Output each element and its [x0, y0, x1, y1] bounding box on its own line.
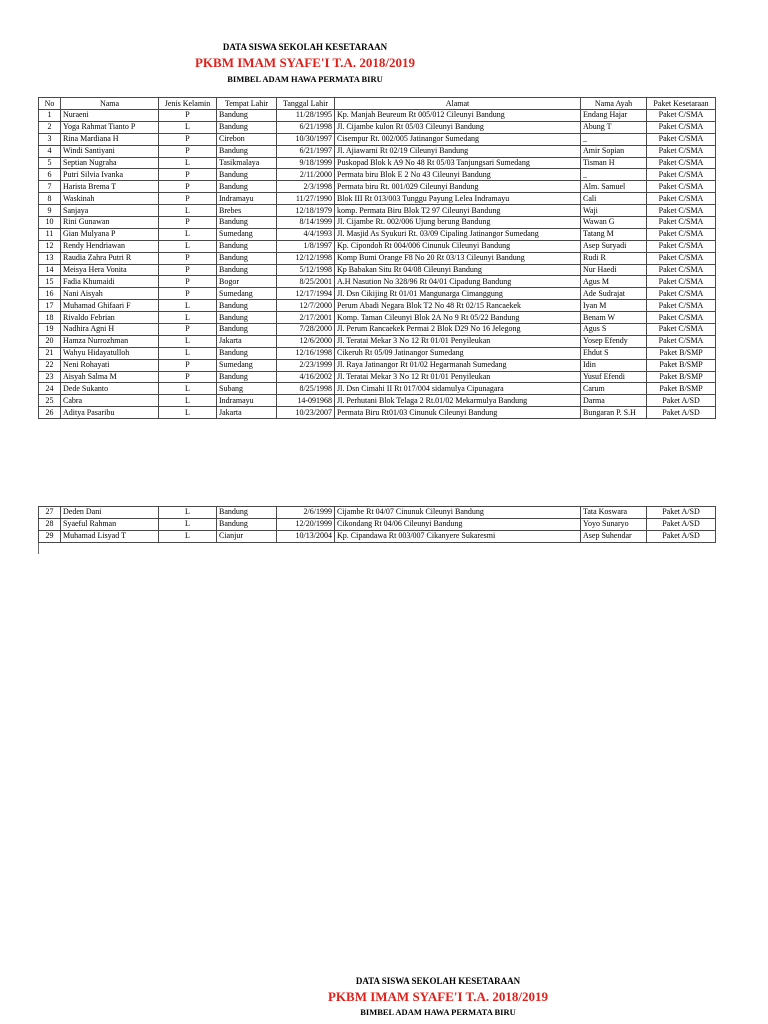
cell-ayah: Asep Suryadi — [581, 240, 647, 252]
cell-paket: Paket C/SMA — [647, 181, 716, 193]
cell-nama: Rini Gunawan — [61, 217, 159, 229]
cell-nama: Hamza Nurrozhman — [61, 335, 159, 347]
cell-paket: Paket B/SMP — [647, 371, 716, 383]
cell-jk: L — [159, 157, 217, 169]
cell-tanggal: 4/4/1993 — [277, 228, 335, 240]
cell-jk: L — [159, 335, 217, 347]
table-row — [39, 359, 716, 371]
cell-alamat: komp. Permata Biru Blok T2 97 Cileunyi Bandung — [335, 205, 581, 217]
cell-tempat: Bandung — [217, 507, 277, 519]
cell-jk: P — [159, 264, 217, 276]
cell-no: 25 — [39, 395, 61, 407]
cell-tanggal: 10/13/2004 — [277, 530, 335, 542]
cell-tempat: Indramayu — [217, 395, 277, 407]
cell-tempat: Bandung — [217, 312, 277, 324]
table-row — [39, 276, 716, 288]
cell-alamat: Jl. Teratai Mekar 3 No 12 Rt 01/01 Penyileukan — [335, 335, 581, 347]
cell-jk: P — [159, 371, 217, 383]
cell-nama: Windi Santiyani — [61, 145, 159, 157]
header-nama-ayah: Nama Ayah — [581, 98, 647, 110]
cell-jk: L — [159, 518, 217, 530]
cell-ayah: Cali — [581, 193, 647, 205]
cell-no: 5 — [39, 157, 61, 169]
cell-ayah: Alm. Samuel — [581, 181, 647, 193]
cell-nama: Aditya Pasaribu — [61, 407, 159, 419]
cell-no: 2 — [39, 121, 61, 133]
cell-alamat: Jl. Ajiawarni Rt 02/19 Cileunyi Bandung — [335, 145, 581, 157]
cell-ayah: Tatang M — [581, 228, 647, 240]
cell-ayah: Asep Suhendar — [581, 530, 647, 542]
cell-nama: Rendy Hendriawan — [61, 240, 159, 252]
cell-alamat: Permata biru Blok E 2 No 43 Cileunyi Bandung — [335, 169, 581, 181]
cell-alamat: Blok III Rt 013/003 Tunggu Payung Lelea Indramayu — [335, 193, 581, 205]
cell-ayah: Iyan M — [581, 300, 647, 312]
table-row — [39, 371, 716, 383]
page-title: DATA SISWA SEKOLAH KESETARAAN — [222, 42, 388, 52]
cell-no: 17 — [39, 300, 61, 312]
cell-paket: Paket C/SMA — [647, 193, 716, 205]
cell-alamat: Jl. Raya Jatinangor Rt 01/02 Hegarmanah Sumedang — [335, 359, 581, 371]
cell-no: 16 — [39, 288, 61, 300]
cell-jk: L — [159, 228, 217, 240]
table-row — [39, 240, 716, 252]
cell-nama: Fadia Khumaidi — [61, 276, 159, 288]
header-no: No — [39, 98, 61, 110]
table-row — [39, 228, 716, 240]
next-page-institution-title: PKBM IMAM SYAFE'I T.A. 2018/2019 — [327, 989, 549, 1004]
cell-tempat: Bandung — [217, 181, 277, 193]
cell-jk: P — [159, 252, 217, 264]
cell-jk: P — [159, 133, 217, 145]
next-page-subtitle: BIMBEL ADAM HAWA PERMATA BIRU — [360, 1007, 516, 1017]
table-header-row — [39, 98, 716, 110]
cell-tanggal: 2/11/2000 — [277, 169, 335, 181]
cell-tanggal: 9/18/1999 — [277, 157, 335, 169]
cell-ayah: Yusuf Efendi — [581, 371, 647, 383]
cell-no: 3 — [39, 133, 61, 145]
cell-tempat: Bandung — [217, 145, 277, 157]
cell-paket: Paket C/SMA — [647, 110, 716, 122]
cell-no: 27 — [39, 507, 61, 519]
cell-paket: Paket C/SMA — [647, 324, 716, 336]
cell-no: 14 — [39, 264, 61, 276]
table-row — [39, 347, 716, 359]
cell-tanggal: 11/28/1995 — [277, 110, 335, 122]
table-row — [39, 300, 716, 312]
cell-nama: Harista Brema T — [61, 181, 159, 193]
header-jenis-kelamin: Jenis Kelamin — [159, 98, 217, 110]
cell-paket: Paket C/SMA — [647, 276, 716, 288]
cell-ayah: Abung T — [581, 121, 647, 133]
cell-paket: Paket C/SMA — [647, 133, 716, 145]
cell-nama: Wahyu Hidayatulloh — [61, 347, 159, 359]
cell-ayah: Waji — [581, 205, 647, 217]
cell-tanggal: 6/21/1997 — [277, 145, 335, 157]
cell-alamat: Kp Babakan Situ Rt 04/08 Cileunyi Bandung — [335, 264, 581, 276]
cell-paket: Paket C/SMA — [647, 205, 716, 217]
page-subtitle: BIMBEL ADAM HAWA PERMATA BIRU — [227, 74, 383, 84]
cell-paket: Paket B/SMP — [647, 347, 716, 359]
cell-nama: Yoga Rahmat Tianto P — [61, 121, 159, 133]
cell-jk: P — [159, 110, 217, 122]
cell-ayah: Idin — [581, 359, 647, 371]
cell-tempat: Bandung — [217, 121, 277, 133]
cell-paket: Paket B/SMP — [647, 383, 716, 395]
cell-tempat: Jakarta — [217, 335, 277, 347]
cell-tempat: Bandung — [217, 252, 277, 264]
cell-no: 29 — [39, 530, 61, 542]
cell-nama: Gian Mulyana P — [61, 228, 159, 240]
cell-paket: Paket A/SD — [647, 407, 716, 419]
cell-no: 24 — [39, 383, 61, 395]
cell-paket: Paket C/SMA — [647, 264, 716, 276]
cell-tanggal: 10/30/1997 — [277, 133, 335, 145]
cell-nama: Cabra — [61, 395, 159, 407]
cell-ayah: Yoyo Sunaryo — [581, 518, 647, 530]
cell-jk: L — [159, 530, 217, 542]
cell-alamat: Komp. Taman Cileunyi Blok 2A No 9 Rt 05/22 Bandung — [335, 312, 581, 324]
cell-no: 1 — [39, 110, 61, 122]
cell-tempat: Bandung — [217, 518, 277, 530]
cell-jk: L — [159, 507, 217, 519]
cell-tanggal: 2/3/1998 — [277, 181, 335, 193]
cell-alamat: Jl. Cijambe kulon Rt 05/03 Cileunyi Bandung — [335, 121, 581, 133]
cell-paket: Paket C/SMA — [647, 169, 716, 181]
header-alamat: Alamat — [335, 98, 581, 110]
cell-alamat: Permata Biru Rt01/03 Cinunuk Cileunyi Bandung — [335, 407, 581, 419]
cell-alamat: Jl. Teratai Mekar 3 No 12 Rt 01/01 Penyileukan — [335, 371, 581, 383]
cell-alamat: Cijambe Rt 04/07 Cinunuk Cileunyi Bandung — [335, 507, 581, 519]
cell-no: 15 — [39, 276, 61, 288]
cell-no: 10 — [39, 217, 61, 229]
student-table-continued-body — [39, 507, 716, 543]
cell-jk: L — [159, 395, 217, 407]
student-table-body — [39, 98, 716, 419]
cell-jk: L — [159, 205, 217, 217]
cell-ayah: _ — [581, 169, 647, 181]
table-row — [39, 193, 716, 205]
cell-ayah: Nur Haedi — [581, 264, 647, 276]
cell-nama: Nuraeni — [61, 110, 159, 122]
cell-no: 13 — [39, 252, 61, 264]
cell-ayah: Ehdut S — [581, 347, 647, 359]
table-row — [39, 507, 716, 519]
cell-tanggal: 7/28/2000 — [277, 324, 335, 336]
header-tanggal-lahir: Tanggal Lahir — [277, 98, 335, 110]
cell-tempat: Sumedang — [217, 288, 277, 300]
cell-nama: Nani Aisyah — [61, 288, 159, 300]
cell-tempat: Sumedang — [217, 228, 277, 240]
table-row — [39, 395, 716, 407]
cell-jk: P — [159, 181, 217, 193]
cell-paket: Paket C/SMA — [647, 217, 716, 229]
cell-paket: Paket A/SD — [647, 518, 716, 530]
cell-paket: Paket C/SMA — [647, 300, 716, 312]
cell-nama: Aisyah Salma M — [61, 371, 159, 383]
table-row — [39, 110, 716, 122]
cell-tempat: Bandung — [217, 110, 277, 122]
cell-nama: Sanjaya — [61, 205, 159, 217]
cell-tanggal: 5/12/1998 — [277, 264, 335, 276]
cell-tanggal: 12/17/1994 — [277, 288, 335, 300]
cell-nama: Neni Rohayati — [61, 359, 159, 371]
cell-tempat: Cirebon — [217, 133, 277, 145]
cell-paket: Paket C/SMA — [647, 312, 716, 324]
cell-jk: P — [159, 169, 217, 181]
cell-nama: Deden Dani — [61, 507, 159, 519]
header-paket-kesetaraan: Paket Kesetaraan — [647, 98, 716, 110]
cell-tempat: Brebes — [217, 205, 277, 217]
table-row — [39, 530, 716, 542]
cell-ayah: Yosep Efendy — [581, 335, 647, 347]
cell-tempat: Bandung — [217, 371, 277, 383]
cell-alamat: Cikeruh Rt 05/09 Jatinangor Sumedang — [335, 347, 581, 359]
cell-nama: Muhamad Lisyad T — [61, 530, 159, 542]
cell-paket: Paket C/SMA — [647, 157, 716, 169]
cell-tanggal: 14-091968 — [277, 395, 335, 407]
cell-tanggal: 2/6/1999 — [277, 507, 335, 519]
cell-jk: L — [159, 300, 217, 312]
cell-paket: Paket C/SMA — [647, 145, 716, 157]
cell-no: 21 — [39, 347, 61, 359]
cell-nama: Meisya Hera Vonita — [61, 264, 159, 276]
table-row — [39, 518, 716, 530]
cell-tanggal: 8/25/2001 — [277, 276, 335, 288]
cell-paket: Paket C/SMA — [647, 121, 716, 133]
cell-no: 18 — [39, 312, 61, 324]
cell-ayah: Tisman H — [581, 157, 647, 169]
cell-paket: Paket A/SD — [647, 507, 716, 519]
cell-tempat: Bandung — [217, 324, 277, 336]
cell-tempat: Indramayu — [217, 193, 277, 205]
table-row — [39, 217, 716, 229]
cell-ayah: Agus M — [581, 276, 647, 288]
cell-no: 6 — [39, 169, 61, 181]
cell-tanggal: 12/6/2000 — [277, 335, 335, 347]
cell-ayah: _ — [581, 133, 647, 145]
cell-tanggal: 12/12/1998 — [277, 252, 335, 264]
cell-ayah: Benam W — [581, 312, 647, 324]
cell-jk: P — [159, 217, 217, 229]
cell-alamat: A.H Nasution No 328/96 Rt 04/01 Cipadung Bandung — [335, 276, 581, 288]
cell-tempat: Bandung — [217, 264, 277, 276]
cell-no: 7 — [39, 181, 61, 193]
cell-alamat: Kp. Cipandawa Rt 003/007 Cikanyere Sukaresmi — [335, 530, 581, 542]
table-row — [39, 157, 716, 169]
cell-tanggal: 1/8/1997 — [277, 240, 335, 252]
cell-alamat: Kp. Cipondoh Rt 004/006 Cinunuk Cileunyi Bandung — [335, 240, 581, 252]
cell-alamat: Cisempur Rt. 002/005 Jatinangor Sumedang — [335, 133, 581, 145]
cell-no: 9 — [39, 205, 61, 217]
table-edge-line — [38, 543, 39, 554]
cell-nama: Raudia Zahra Putri R — [61, 252, 159, 264]
cell-ayah: Agus S — [581, 324, 647, 336]
cell-jk: L — [159, 407, 217, 419]
cell-nama: Muhamad Ghifaari F — [61, 300, 159, 312]
cell-alamat: Kp. Manjah Beureum Rt 005/012 Cileunyi Bandung — [335, 110, 581, 122]
cell-tempat: Bogor — [217, 276, 277, 288]
table-row — [39, 252, 716, 264]
cell-paket: Paket C/SMA — [647, 228, 716, 240]
cell-no: 11 — [39, 228, 61, 240]
header-nama: Nama — [61, 98, 159, 110]
student-table — [38, 97, 716, 419]
cell-tempat: Cianjur — [217, 530, 277, 542]
cell-alamat: Puskopad Blok k A9 No 48 Rt 05/03 Tanjungsari Sumedang — [335, 157, 581, 169]
cell-nama: Septian Nugraha — [61, 157, 159, 169]
cell-ayah: Carum — [581, 383, 647, 395]
cell-alamat: Jl. Dsn Cikijing Rt 01/01 Mangunarga Cimanggung — [335, 288, 581, 300]
table-row — [39, 264, 716, 276]
table-row — [39, 205, 716, 217]
cell-ayah: Wawan G — [581, 217, 647, 229]
cell-ayah: Darma — [581, 395, 647, 407]
table-row — [39, 335, 716, 347]
cell-ayah: Tata Koswara — [581, 507, 647, 519]
cell-tempat: Subang — [217, 383, 277, 395]
cell-tempat: Bandung — [217, 169, 277, 181]
cell-no: 28 — [39, 518, 61, 530]
cell-alamat: Jl. Perhutani Blok Telaga 2 Rt.01/02 Mekarmulya Bandung — [335, 395, 581, 407]
cell-jk: P — [159, 276, 217, 288]
cell-ayah: Amir Sopian — [581, 145, 647, 157]
cell-no: 22 — [39, 359, 61, 371]
cell-tempat: Bandung — [217, 347, 277, 359]
cell-alamat: Jl. Cijambe Rt. 002/006 Ujung berung Bandung — [335, 217, 581, 229]
cell-tanggal: 11/27/1990 — [277, 193, 335, 205]
cell-nama: Rina Mardiana H — [61, 133, 159, 145]
cell-tanggal: 2/23/1999 — [277, 359, 335, 371]
cell-no: 4 — [39, 145, 61, 157]
cell-alamat: Perum Abadi Negara Blok T2 No 48 Rt 02/15 Rancaekek — [335, 300, 581, 312]
cell-jk: P — [159, 359, 217, 371]
cell-jk: L — [159, 240, 217, 252]
cell-no: 8 — [39, 193, 61, 205]
cell-alamat: Permata biru Rt. 001/029 Cileunyi Bandung — [335, 181, 581, 193]
cell-ayah: Bungaran P. S.H — [581, 407, 647, 419]
cell-tanggal: 2/17/2001 — [277, 312, 335, 324]
cell-paket: Paket A/SD — [647, 530, 716, 542]
cell-no: 26 — [39, 407, 61, 419]
cell-paket: Paket C/SMA — [647, 288, 716, 300]
institution-title: PKBM IMAM SYAFE'I T.A. 2018/2019 — [194, 55, 416, 70]
table-row — [39, 133, 716, 145]
cell-nama: Waskinah — [61, 193, 159, 205]
cell-tanggal: 10/23/2007 — [277, 407, 335, 419]
cell-tanggal: 8/14/1999 — [277, 217, 335, 229]
cell-tanggal: 6/21/1998 — [277, 121, 335, 133]
cell-no: 23 — [39, 371, 61, 383]
cell-jk: L — [159, 383, 217, 395]
cell-jk: P — [159, 288, 217, 300]
cell-alamat: Cikondang Rt 04/06 Cileunyi Bandung — [335, 518, 581, 530]
table-row — [39, 145, 716, 157]
cell-jk: P — [159, 193, 217, 205]
cell-tempat: Sumedang — [217, 359, 277, 371]
cell-tanggal: 12/16/1998 — [277, 347, 335, 359]
cell-jk: P — [159, 324, 217, 336]
cell-tanggal: 4/16/2002 — [277, 371, 335, 383]
header-tempat-lahir: Tempat Lahir — [217, 98, 277, 110]
cell-tanggal: 12/7/2000 — [277, 300, 335, 312]
next-page-title: DATA SISWA SEKOLAH KESETARAAN — [355, 976, 521, 986]
cell-jk: L — [159, 121, 217, 133]
cell-nama: Rivaldo Febrian — [61, 312, 159, 324]
cell-paket: Paket C/SMA — [647, 335, 716, 347]
cell-tanggal: 12/18/1979 — [277, 205, 335, 217]
cell-tempat: Tasikmalaya — [217, 157, 277, 169]
cell-ayah: Endang Hajar — [581, 110, 647, 122]
student-table-continued — [38, 506, 716, 543]
cell-no: 19 — [39, 324, 61, 336]
table-row — [39, 383, 716, 395]
cell-alamat: Jl. Masjid As Syukuri Rt. 03/09 Cipaling Jatinangor Sumedang — [335, 228, 581, 240]
cell-tanggal: 12/20/1999 — [277, 518, 335, 530]
table-row — [39, 312, 716, 324]
cell-jk: L — [159, 312, 217, 324]
table-row — [39, 324, 716, 336]
cell-nama: Dede Sukanto — [61, 383, 159, 395]
cell-ayah: Rudi R — [581, 252, 647, 264]
cell-no: 12 — [39, 240, 61, 252]
cell-paket: Paket C/SMA — [647, 252, 716, 264]
cell-paket: Paket A/SD — [647, 395, 716, 407]
table-row — [39, 181, 716, 193]
table-row — [39, 121, 716, 133]
table-row — [39, 407, 716, 419]
cell-tanggal: 8/25/1998 — [277, 383, 335, 395]
cell-nama: Syaeful Rahman — [61, 518, 159, 530]
cell-paket: Paket C/SMA — [647, 240, 716, 252]
cell-tempat: Bandung — [217, 300, 277, 312]
cell-tempat: Bandung — [217, 217, 277, 229]
cell-ayah: Ade Sudrajat — [581, 288, 647, 300]
table-row — [39, 169, 716, 181]
cell-tempat: Bandung — [217, 240, 277, 252]
cell-nama: Nadhira Agni H — [61, 324, 159, 336]
cell-no: 20 — [39, 335, 61, 347]
table-row — [39, 288, 716, 300]
cell-alamat: Komp Bumi Orange F8 No 20 Rt 03/13 Cileunyi Bandung — [335, 252, 581, 264]
cell-jk: P — [159, 145, 217, 157]
cell-alamat: Jl. Perum Rancaekek Permai 2 Blok D29 No 16 Jelegong — [335, 324, 581, 336]
cell-tempat: Jakarta — [217, 407, 277, 419]
cell-nama: Putri Silvia Ivanka — [61, 169, 159, 181]
cell-alamat: Jl. Dsn Cimahi II Rt 017/004 sidamulya Cipunagara — [335, 383, 581, 395]
cell-jk: L — [159, 347, 217, 359]
cell-paket: Paket B/SMP — [647, 359, 716, 371]
